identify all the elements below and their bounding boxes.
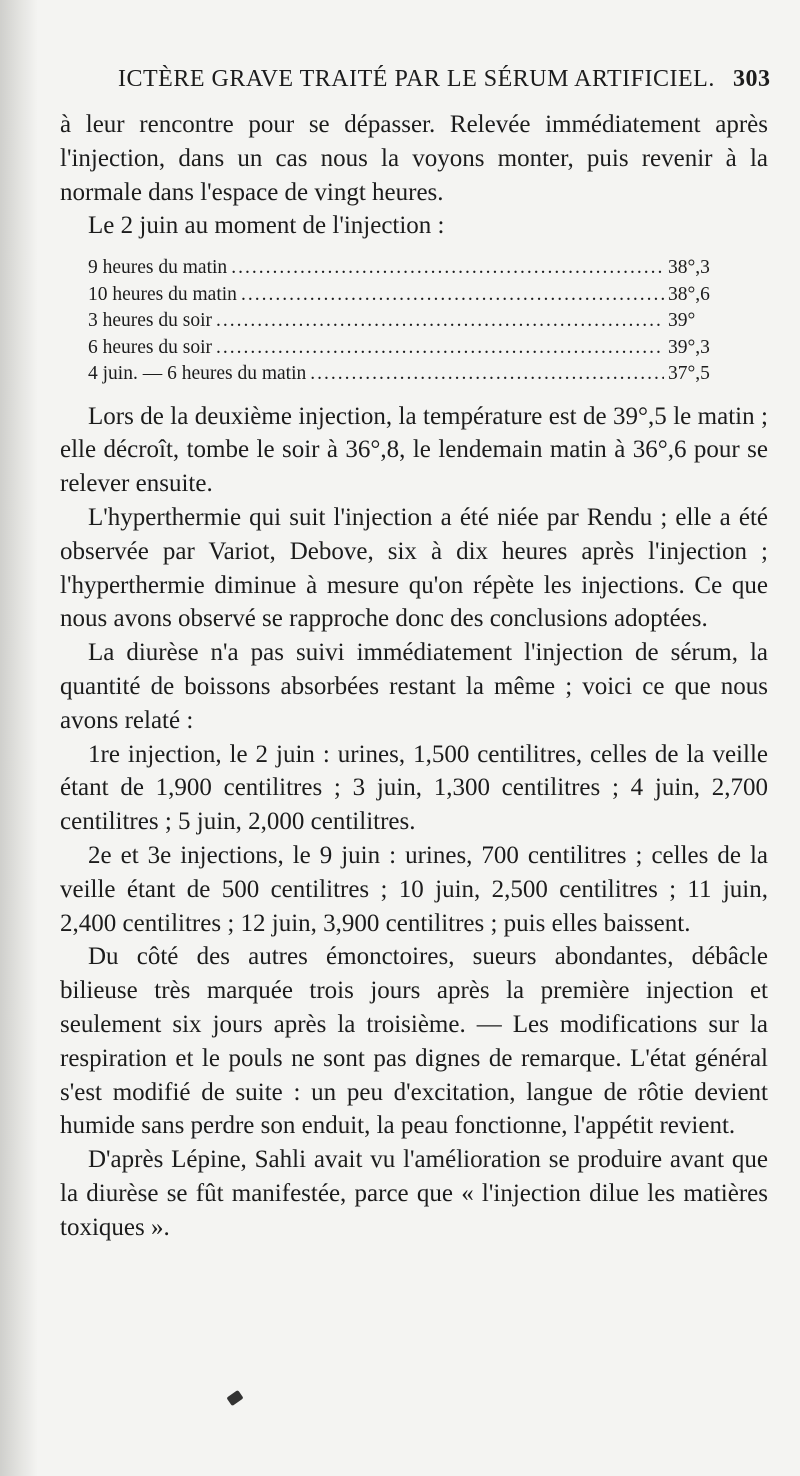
paragraph-later-injections-urines: 2e et 3e injections, le 9 juin : urines, 700 centilitres ; celles de la veille étant de 500 centilitres ; 10 juin, 2,500 centilitres ; 11 juin, 2,400 centilitres ; 12 juin, 3,900 centilitres ; puis elles baissent. [60,842,768,937]
running-title: ICTÈRE GRAVE TRAITÉ PAR LE SÉRUM ARTIFICIEL. [118,66,715,92]
paragraph-diuresis: La diurèse n'a pas suivi immédiatement l'injection de sérum, la quantité de boissons absorbées restant la même ; voici ce que nous avons relaté : [60,639,768,734]
row-label: 3 heures du soir [88,310,213,332]
table-row [88,361,728,388]
row-label: 4 juin. — 6 heures du matin [88,363,307,385]
leader-dots [231,255,664,282]
row-label: 9 heures du matin [88,257,228,279]
ink-mark [226,1390,243,1406]
row-label: 10 heures du matin [88,283,237,305]
page-gutter [0,0,38,1476]
row-value: 37°,5 [668,363,710,385]
paragraph-second-injection: Lors de la deuxième injection, la température est de 39°,5 le matin ; elle décroît, tombe le soir à 36°,8, le lendemain matin à 36°,6 pour se relever ensuite. [60,402,768,498]
temperature-table [88,255,728,388]
row-value: 39° [668,310,696,332]
page-number: 303 [733,66,771,92]
row-value: 39°,3 [668,336,710,358]
table-row [88,335,728,362]
paragraph-continued: à leur rencontre pour se dépasser. Relevée immédiatement après l'injection, dans un cas nous la voyons monter, puis revenir à la normale dans l'espace de vingt heures. [60,111,768,206]
leader-dots [216,308,664,335]
table-row [88,282,728,309]
row-value: 38°,3 [668,257,710,279]
paragraph-hyperthermia: L'hyperthermie qui suit l'injection a été niée par Rendu ; elle a été observée par Variot, Debove, six à dix heures après l'injection ; l'hyperthermie diminue à mesure qu'on répète les injections. Ce que nous avons observé se rapproche donc des conclusions adoptées. [60,504,768,633]
table-row [88,255,728,282]
leader-dots [241,282,664,309]
paragraph-lepine-sahli: D'après Lépine, Sahli avait vu l'amélioration se produire avant que la diurèse se fût manifestée, parce que « l'injection dilue les matières toxiques ». [60,1146,768,1241]
paragraph-emunctories: Du côté des autres émonctoires, sueurs abondantes, débâcle bilieuse très marquée trois jours après la première injection et seulement six jours après la troisième. — Les modifications sur la respiration et le pouls ne sont pas dignes de remarque. L'état général s'est modifié de suite : un peu d'excitation, langue de rôtie devient humide sans perdre son enduit, la peau fonctionne, l'appétit revient. [60,943,768,1140]
paragraph-table-intro: Le 2 juin au moment de l'injection : [88,212,445,240]
leader-dots [216,335,664,362]
row-value: 38°,6 [668,283,710,305]
paragraph-first-injection-urines: 1re injection, le 2 juin : urines, 1,500 centilitres, celles de la veille étant de 1,900 centilitres ; 3 juin, 1,300 centilitres ; 4 juin, 2,700 centilitres ; 5 juin, 2,000 centilitres. [60,740,768,836]
running-header [0,62,800,102]
leader-dots [310,361,664,388]
row-label: 6 heures du soir [88,336,213,358]
page-body [60,108,768,1245]
table-row [88,308,728,335]
